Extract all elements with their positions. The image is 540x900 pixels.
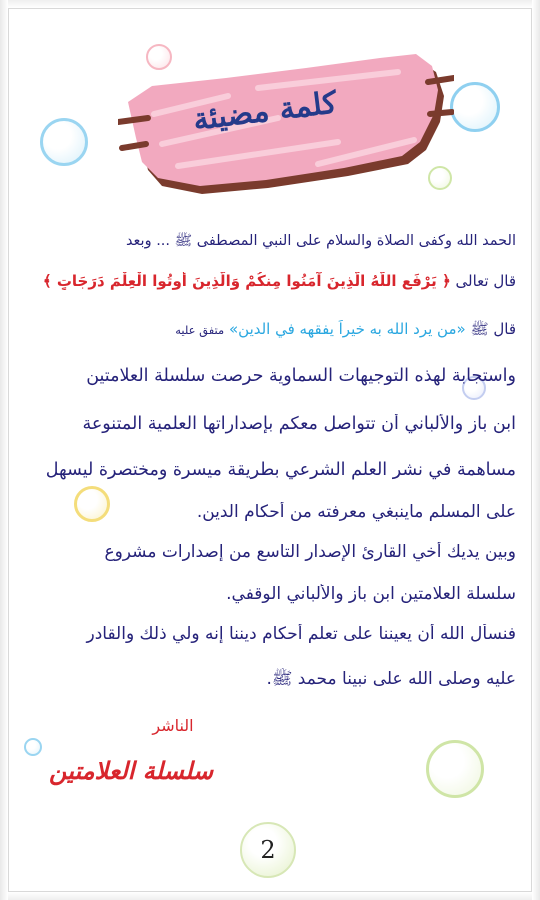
- text-line: وبين يديك أخي القارئ الإصدار التاسع من إصدارات مشروع: [104, 542, 516, 562]
- page-number: [240, 822, 296, 878]
- quran-verse: ﴿ يَرْفَعِ اللَّهُ الَّذِينَ آمَنُوا مِنكُمْ وَالَّذِينَ أُوتُوا الْعِلْمَ دَرَجَاتٍ ﴾: [42, 272, 451, 290]
- hadith-prefix: قال ﷺ: [470, 320, 516, 338]
- page-number-text: 2: [260, 836, 276, 864]
- decorative-bubble: [24, 738, 42, 756]
- hadith-source: متفق عليه: [175, 323, 225, 337]
- verse-prefix: قال تعالى: [455, 272, 516, 290]
- decorative-bubble: [426, 740, 484, 798]
- page-title: كلمة مضيئة: [191, 85, 339, 138]
- text-line: فنسأل الله أن يعيننا على تعلم أحكام ديننا إنه ولي ذلك والقادر: [86, 624, 516, 644]
- text-line: عليه وصلى الله على نبينا محمد ﷺ.: [266, 669, 516, 689]
- decorative-bubble: [40, 118, 88, 166]
- text-line: واستجابة لهذه التوجيهات السماوية حرصت سلسلة العلامتين: [86, 366, 516, 386]
- decorative-bubble: [450, 82, 500, 132]
- publisher-logo: سلسلة العلامتين: [48, 756, 214, 785]
- text-line: سلسلة العلامتين ابن باز والألباني الوقفي.: [226, 584, 516, 604]
- hadith-text: «من يرد الله به خيراً يفقهه في الدين»: [228, 320, 466, 338]
- text-line: ابن باز والألباني أن تتواصل معكم بإصداراتها العلمية المتنوعة: [82, 414, 516, 434]
- text-line: على المسلم ماينبغي معرفته من أحكام الدين.: [196, 502, 516, 522]
- text-line: الحمد الله وكفى الصلاة والسلام على النبي المصطفى ﷺ ... وبعد: [125, 233, 516, 249]
- verse-line: [24, 272, 516, 290]
- text-line: مساهمة في نشر العلم الشرعي بطريقة ميسرة ومختصرة ليسهل: [45, 460, 516, 480]
- publisher-label: الناشر: [152, 716, 194, 735]
- hadith-line: [24, 320, 516, 342]
